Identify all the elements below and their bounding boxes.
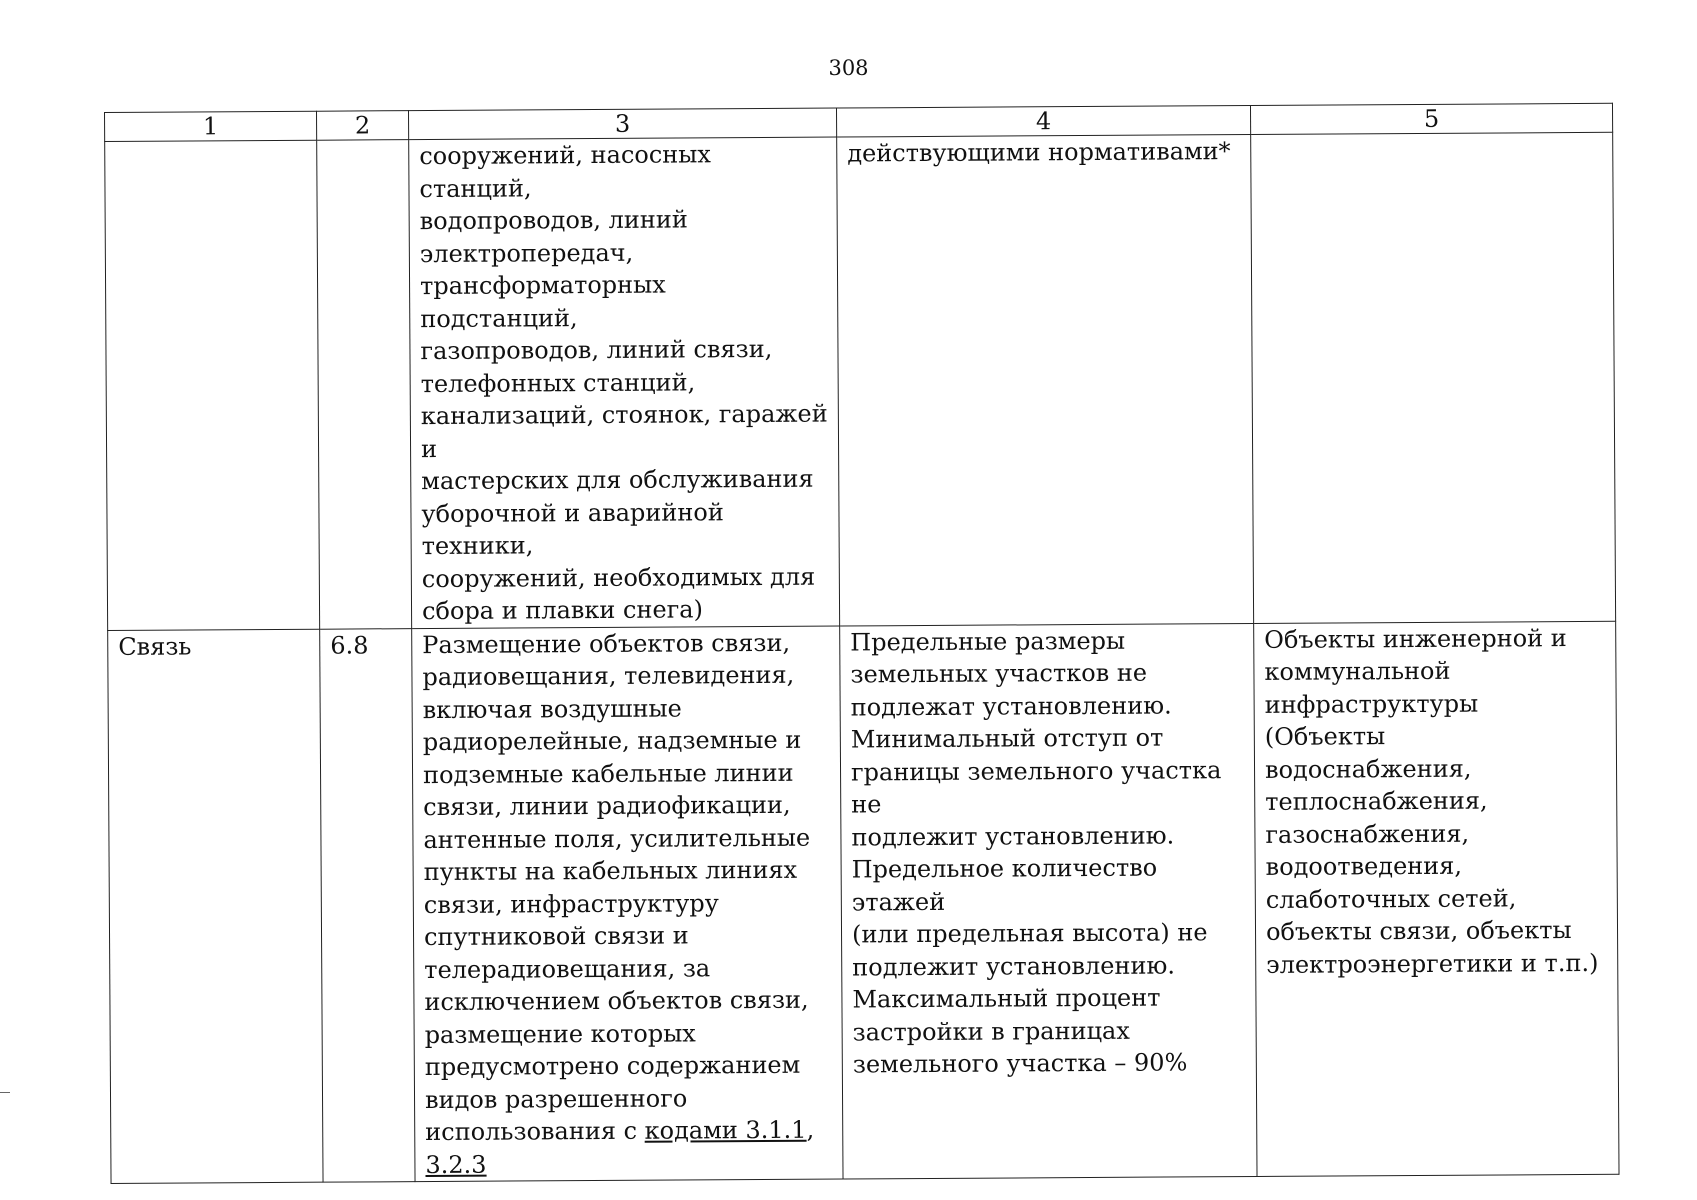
land-use-type xyxy=(115,141,306,142)
table-row xyxy=(108,621,1619,1184)
column-header-2: 2 xyxy=(316,111,408,141)
code-reference-link[interactable]: 3.2.3 xyxy=(425,1150,487,1179)
land-use-type-cell xyxy=(105,140,320,630)
code-cell xyxy=(320,628,415,1182)
description-cell xyxy=(409,137,840,628)
land-use-type-cell xyxy=(108,629,323,1184)
column-header-3: 3 xyxy=(408,108,836,140)
column-header-5: 5 xyxy=(1250,103,1612,134)
column-header-1: 1 xyxy=(105,111,317,141)
auxiliary-objects xyxy=(1261,133,1602,135)
code-reference-link[interactable]: кодами 3.1.1 xyxy=(644,1115,807,1145)
land-use-description xyxy=(422,626,832,1181)
parameters-cell xyxy=(837,134,1254,625)
page-number: 308 xyxy=(828,56,869,80)
parameters-cell xyxy=(840,623,1257,1179)
column-header-4: 4 xyxy=(836,105,1250,137)
description-cell xyxy=(412,626,843,1182)
code-cell xyxy=(317,140,412,629)
table-row xyxy=(105,132,1616,630)
scan-edge-mark xyxy=(0,1092,10,1093)
land-use-parameters: Предельные размеры земельных участков не подлежат установлению. Минимальный отступ от границы земельного участка не подлежит установлению. Предельное количество этажей (или предельная высота) не подлежит установлению. Максимальный процент застройки в границах земельного участка – 90% xyxy=(850,626,1222,1079)
document-table xyxy=(104,103,1620,1184)
land-use-code: 6.8 xyxy=(330,630,369,660)
land-use-type: Связь xyxy=(118,631,192,661)
auxiliary-cell xyxy=(1254,621,1619,1177)
reference-separator: , xyxy=(806,1115,815,1144)
description-text: Размещение объектов связи, радиовещания, телевидения, включая воздушные радиорелейные, надземные и подземные кабельные линии связи, линии радиофикации, антенные поля, усилительные пункты на кабельных линиях связи, инфраструктуру спутниковой связи и телерадиовещания, за исключением объектов связи, размещение которых предусмотрено содержанием видов разрешенного использования с xyxy=(422,628,811,1147)
auxiliary-cell xyxy=(1251,132,1616,623)
document-table-container xyxy=(104,103,1619,1184)
land-use-parameters: действующими нормативами* xyxy=(847,137,1231,168)
land-use-description: сооружений, насосных станций, водопроводов, линий электропередач, трансформаторных подстанций, газопроводов, линий связи, телефонных станций, канализаций, стоянок, гаражей и мастерских для обслуживания уборочной и аварийной техники, сооружений, необходимых для сбора и плавки снега) xyxy=(419,140,828,626)
auxiliary-objects: Объекты инженерной и коммунальной инфраструктуры (Объекты водоснабжения, теплоснабжения, газоснабжения, водоотведения, слаботочных сетей, объекты связи, объекты электроэнергетики и т.п.) xyxy=(1264,623,1599,979)
